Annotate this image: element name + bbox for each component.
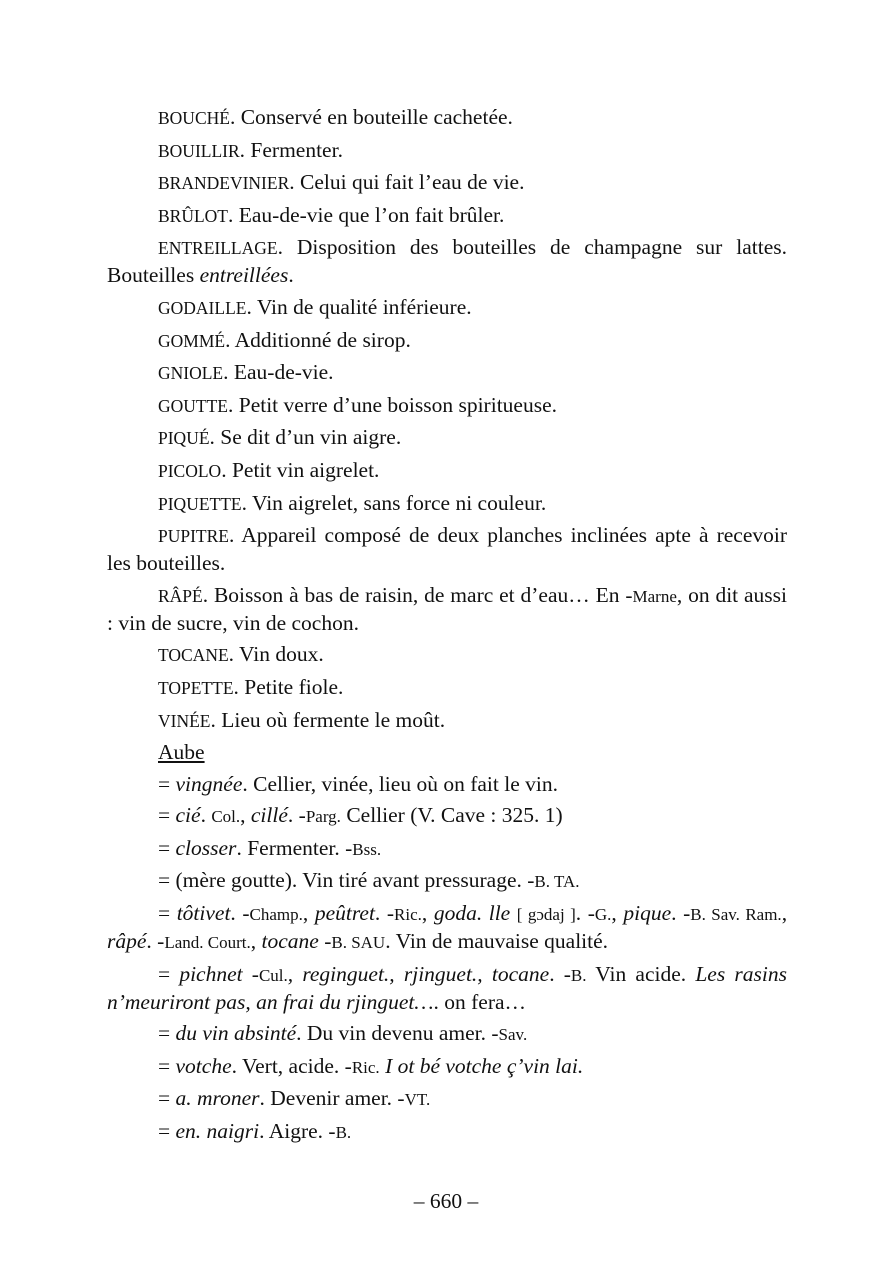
entry-headword: BRÛLOT <box>158 205 228 226</box>
entry-text: peûtret <box>314 901 375 926</box>
entry-text: pique <box>623 901 672 926</box>
entry-headword: BRANDEVINIER <box>158 173 290 194</box>
section-heading: Aube <box>158 740 205 765</box>
dictionary-entry <box>107 582 787 637</box>
entry-text: , <box>250 929 262 954</box>
entry-text: . Eau-de-vie que l’on fait brûler. <box>228 202 505 227</box>
entry-text: . Celui qui fait l’eau de vie. <box>289 170 525 195</box>
entry-text: = <box>158 771 176 796</box>
entry-text: Ric. <box>351 1057 380 1077</box>
entry-text: Les rasins n’meuriront pas, an frai du rjinguet… <box>107 961 787 1014</box>
entry-text: , <box>781 901 788 926</box>
entry-headword: GOUTTE <box>158 395 228 416</box>
entry-text: . Disposition des bouteilles de champagne sur lattes. Bouteilles <box>107 235 787 288</box>
entry-headword: PUPITRE <box>158 526 229 547</box>
dictionary-entry <box>107 137 787 165</box>
entry-text: en. naigri <box>175 1119 260 1144</box>
entry-text: = <box>158 1053 176 1078</box>
entry-text: . Lieu où fermente le moût. <box>210 707 446 732</box>
entry-text: goda. lle <box>433 901 511 926</box>
dictionary-entry <box>107 867 787 895</box>
entry-text: pichnet <box>179 961 243 986</box>
entry-headword: BOUCHÉ <box>158 108 230 128</box>
entry-text: , <box>421 901 434 926</box>
entry-text: vingnée <box>175 771 243 796</box>
dictionary-entry <box>107 900 787 956</box>
entry-text: tôtivet <box>176 901 231 926</box>
entry-text: . Fermenter. - <box>236 835 353 860</box>
entry-headword: RÂPÉ <box>158 585 203 606</box>
entry-text: Parg. <box>305 807 341 827</box>
entry-text: = (mère goutte). Vin tiré avant pressurage. - <box>158 868 535 893</box>
dictionary-entry <box>107 1118 787 1146</box>
dictionary-entry <box>107 104 787 132</box>
entry-text: . Cellier, vinée, lieu où on fait le vin. <box>242 771 558 796</box>
entry-text: . <box>200 803 212 828</box>
entry-text: = <box>158 901 177 926</box>
entry-headword: GNIOLE <box>158 363 224 384</box>
entry-headword: PIQUETTE <box>158 493 242 514</box>
entry-text: . Vin de qualité inférieure. <box>246 294 472 319</box>
entry-text: , <box>611 901 624 926</box>
entry-text: . Boisson à bas de raisin, de marc et d’eau… En - <box>202 582 633 607</box>
entry-text: Bss. <box>352 839 382 859</box>
entry-text: votche <box>175 1053 232 1078</box>
entry-text: . - <box>230 901 250 926</box>
entry-text: = <box>158 1086 176 1111</box>
dictionary-entry <box>107 327 787 355</box>
entry-text: . Petite fiole. <box>233 674 344 699</box>
dictionary-entry <box>107 202 787 230</box>
entry-text: closser <box>175 835 237 860</box>
entry-text: . Vin de mauvaise qualité. <box>385 929 609 954</box>
entry-text: . on fera… <box>433 989 527 1014</box>
entry-text: . Du vin devenu amer. - <box>296 1021 499 1046</box>
entry-text: cillé <box>250 803 288 828</box>
entry-headword: TOCANE <box>158 645 229 666</box>
entry-text: . - <box>671 901 691 926</box>
entry-headword: GODAILLE <box>158 297 247 318</box>
entry-text: B. <box>335 1123 352 1143</box>
entry-text: . Fermenter. <box>239 137 343 162</box>
entry-text: Ric. <box>394 905 422 925</box>
dictionary-entry <box>107 294 787 322</box>
dictionary-entry <box>107 802 787 830</box>
dictionary-entry <box>107 674 787 702</box>
entry-text: . Petit verre d’une boisson spiritueuse. <box>227 392 557 417</box>
dictionary-entry <box>107 424 787 452</box>
entry-text: a. mroner <box>175 1086 260 1111</box>
entry-text: = <box>158 1119 176 1144</box>
entry-text: Vin acide. <box>586 961 696 986</box>
entry-text: B. SAU <box>331 933 386 953</box>
entry-text: . - <box>287 803 306 828</box>
entry-text: râpé <box>107 929 147 954</box>
dictionary-entry <box>107 641 787 669</box>
entry-text: - <box>242 961 259 986</box>
entry-text: Cul. <box>258 965 288 985</box>
entry-text: . <box>288 263 294 288</box>
entry-text: = <box>158 961 180 986</box>
dictionary-entry <box>107 392 787 420</box>
entry-headword: GOMMÉ <box>158 330 226 351</box>
dictionary-entry <box>107 234 787 289</box>
entry-text: G. <box>594 905 612 925</box>
entry-text: , reginguet., rjinguet., tocane <box>287 961 550 986</box>
entry-text: . Se dit d’un vin aigre. <box>209 425 402 450</box>
entry-text: . Vin aigrelet, sans force ni couleur. <box>241 490 547 515</box>
entry-text: . Devenir amer. - <box>259 1086 405 1111</box>
entry-text: , <box>302 901 315 926</box>
dictionary-entry <box>107 739 787 766</box>
entry-text: = <box>158 1021 176 1046</box>
dictionary-page <box>107 104 787 1151</box>
entry-text: entreillées <box>199 263 289 288</box>
dictionary-entry <box>107 457 787 485</box>
page-number: – 660 – <box>413 1189 479 1213</box>
entry-text: . - <box>374 901 395 926</box>
entry-text: . Vin doux. <box>228 642 324 667</box>
entry-text: . Aigre. - <box>259 1119 336 1144</box>
entry-headword: ENTREILLAGE <box>158 238 278 259</box>
entry-text: . Appareil composé de deux planches inclinées apte à recevoir les bouteilles. <box>107 523 787 576</box>
dictionary-entry <box>107 707 787 735</box>
entry-headword: VINÉE <box>158 710 211 731</box>
entry-text: . Eau-de-vie. <box>223 360 334 385</box>
entry-headword: PIQUÉ <box>158 428 210 449</box>
dictionary-entry <box>107 490 787 518</box>
entry-text: = <box>158 803 176 828</box>
dictionary-entry <box>107 961 787 1016</box>
entry-text: [ gɔdaj ] <box>516 905 576 925</box>
entry-headword: TOPETTE <box>158 677 234 698</box>
dictionary-entry <box>107 1085 787 1113</box>
entry-text: B. Sav. Ram. <box>690 905 782 925</box>
entry-text: Sav. <box>498 1025 528 1045</box>
entry-text: tocane <box>261 929 319 954</box>
entry-text: Land. Court. <box>164 933 251 953</box>
entry-text: - <box>318 929 332 954</box>
entry-text: Col. <box>211 807 241 827</box>
dictionary-entry <box>107 1053 787 1081</box>
dictionary-entry <box>107 359 787 387</box>
entry-text: B. <box>570 965 587 985</box>
entry-text: VT. <box>404 1090 431 1110</box>
entry-text: Champ. <box>249 905 303 925</box>
dictionary-entry <box>107 771 787 798</box>
entry-text: . - <box>575 901 595 926</box>
entry-text: cié <box>175 803 201 828</box>
entry-text: I ot bé votche ç’vin lai. <box>385 1053 584 1078</box>
entry-headword: PICOLO <box>158 460 222 481</box>
entry-text: . Petit vin aigrelet. <box>221 457 380 482</box>
entry-text: , <box>240 803 251 828</box>
entry-text: . Conservé en bouteille cachetée. <box>229 105 513 129</box>
entry-text: . - <box>146 929 165 954</box>
entry-text: Cellier (V. Cave : 325. 1) <box>340 803 563 828</box>
dictionary-entry <box>107 522 787 577</box>
dictionary-entry <box>107 835 787 863</box>
entry-text: Marne <box>632 586 677 606</box>
entry-headword: BOUILLIR <box>158 140 240 161</box>
entry-text: du vin absinté <box>175 1021 297 1046</box>
entry-text: = <box>158 835 176 860</box>
entry-text: , on dit aussi : vin de sucre, vin de cochon. <box>107 582 788 635</box>
dictionary-entry <box>107 169 787 197</box>
entry-text: B. TA. <box>534 872 580 892</box>
entry-text: . Vert, acide. - <box>231 1053 352 1078</box>
entry-text: . Additionné de sirop. <box>225 327 411 352</box>
entry-text: . - <box>549 961 571 986</box>
dictionary-entry <box>107 1020 787 1048</box>
